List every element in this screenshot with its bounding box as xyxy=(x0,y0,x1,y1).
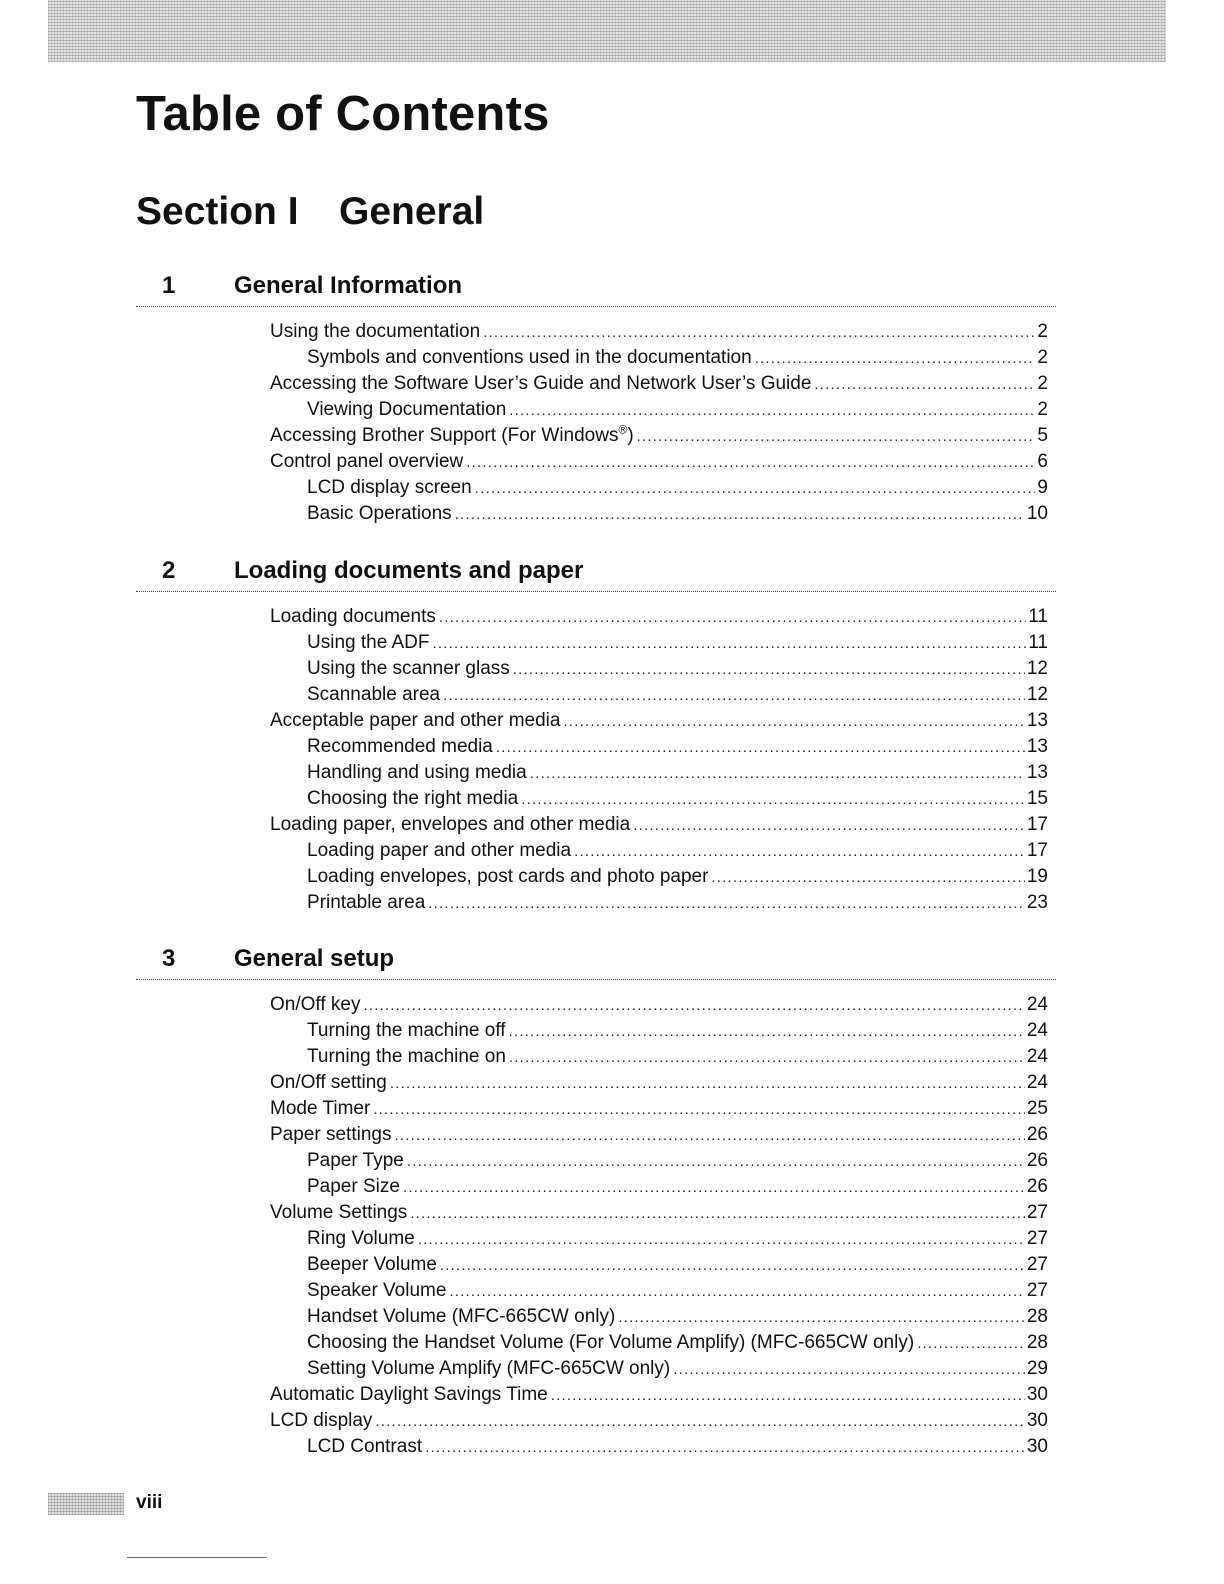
dot-leader xyxy=(637,424,1036,450)
toc-page-number: 27 xyxy=(1026,1202,1048,1223)
toc-entry-text: LCD Contrast xyxy=(307,1436,423,1457)
toc-subentry[interactable] xyxy=(307,1356,1048,1382)
toc-entry-title xyxy=(307,1278,449,1304)
toc-entry-text: Printable area xyxy=(307,892,426,913)
toc-subentry[interactable] xyxy=(307,760,1048,786)
toc-entry-text: Using the ADF xyxy=(307,632,430,653)
toc-page-number: 13 xyxy=(1026,736,1048,757)
dot-leader xyxy=(428,891,1025,917)
toc-subentry[interactable] xyxy=(307,890,1048,916)
dot-leader xyxy=(673,1357,1025,1383)
dot-leader xyxy=(440,1253,1025,1279)
dot-leader xyxy=(917,1331,1025,1357)
toc-entry-title xyxy=(270,319,483,345)
toc-entry-title xyxy=(307,501,455,527)
toc-entry-title xyxy=(270,1070,390,1096)
toc-page-number: 24 xyxy=(1026,1046,1048,1067)
toc-page-number: 2 xyxy=(1037,373,1048,394)
toc-entry-text: Choosing the Handset Volume (For Volume Amplify) (MFC-665CW only) xyxy=(307,1332,915,1353)
toc-entry-title xyxy=(270,1096,373,1122)
dot-leader xyxy=(755,346,1036,372)
toc-entry-title xyxy=(270,992,363,1018)
toc-entry-text: LCD display screen xyxy=(307,477,472,498)
toc-page-number: 25 xyxy=(1026,1098,1048,1119)
toc-entry[interactable] xyxy=(270,423,1048,449)
toc-entry[interactable] xyxy=(270,1096,1048,1122)
toc-page-number: 30 xyxy=(1026,1384,1048,1405)
toc-entry-text: Automatic Daylight Savings Time xyxy=(270,1384,548,1405)
toc-subentry[interactable] xyxy=(307,630,1048,656)
toc-entry-title xyxy=(307,656,513,682)
toc-page-number: 13 xyxy=(1026,710,1048,731)
toc-entry-list xyxy=(0,319,1224,527)
toc-entry-title xyxy=(307,1018,509,1044)
dot-leader xyxy=(633,813,1025,839)
toc-page-number: 29 xyxy=(1026,1358,1048,1379)
toc-entry-text: Recommended media xyxy=(307,736,493,757)
section-name: General xyxy=(339,190,485,233)
toc-entry-text: Paper Size xyxy=(307,1176,400,1197)
toc-entry-title xyxy=(307,1304,618,1330)
toc-page-number: 11 xyxy=(1028,606,1048,627)
toc-entry[interactable] xyxy=(270,1382,1048,1408)
toc-entry-title xyxy=(270,604,439,630)
dot-leader xyxy=(455,502,1025,528)
toc-entry-title xyxy=(270,423,637,449)
toc-entry[interactable] xyxy=(270,1070,1048,1096)
toc-entry-text: Handset Volume (MFC-665CW only) xyxy=(307,1306,616,1327)
toc-entry-title xyxy=(307,630,433,656)
toc-entry-text: Setting Volume Amplify (MFC-665CW only) xyxy=(307,1358,671,1379)
dot-leader xyxy=(373,1097,1025,1123)
toc-entry-title xyxy=(270,1122,394,1148)
dot-leader xyxy=(475,476,1036,502)
toc-subentry[interactable] xyxy=(307,1226,1048,1252)
section-label: Section I xyxy=(136,190,299,233)
toc-entry-title xyxy=(270,1200,410,1226)
dot-leader xyxy=(483,320,1035,346)
toc-page-number: 9 xyxy=(1037,477,1048,498)
dot-leader xyxy=(530,761,1025,787)
toc-entry-text: Ring Volume xyxy=(307,1228,415,1249)
dot-leader xyxy=(390,1071,1025,1097)
toc-entry[interactable] xyxy=(270,708,1048,734)
page-number: viii xyxy=(136,1492,163,1513)
toc-entry[interactable] xyxy=(270,1122,1048,1148)
toc-page-number: 23 xyxy=(1026,892,1048,913)
toc-entry-text: Turning the machine off xyxy=(307,1020,506,1041)
dot-leader xyxy=(439,605,1026,631)
toc-entry-title xyxy=(307,838,574,864)
toc-entry-text: Using the documentation xyxy=(270,321,481,342)
toc-entry-title xyxy=(307,760,530,786)
toc-entry[interactable] xyxy=(270,449,1048,475)
toc-subentry[interactable] xyxy=(307,786,1048,812)
toc-entry-text: Using the scanner glass xyxy=(307,658,510,679)
dot-leader xyxy=(563,709,1024,735)
toc-page-number: 27 xyxy=(1026,1254,1048,1275)
chapter-number: 2 xyxy=(162,557,176,584)
dot-leader xyxy=(407,1149,1025,1175)
toc-entry-title xyxy=(307,345,755,371)
toc-entry-title xyxy=(307,1148,407,1174)
toc-entry-title xyxy=(270,1408,375,1434)
toc-page-number: 2 xyxy=(1037,321,1048,342)
toc-entry-text: Turning the machine on xyxy=(307,1046,506,1067)
toc-page-number: 17 xyxy=(1026,840,1048,861)
dot-leader xyxy=(418,1227,1025,1253)
toc-subentry[interactable] xyxy=(307,656,1048,682)
toc-entry-title xyxy=(307,1044,509,1070)
toc-subentry[interactable] xyxy=(307,734,1048,760)
dot-leader xyxy=(375,1409,1024,1435)
toc-entry-title xyxy=(307,786,521,812)
dot-leader xyxy=(433,631,1027,657)
toc-entry-title xyxy=(307,864,711,890)
dot-leader xyxy=(521,787,1025,813)
toc-entry[interactable] xyxy=(270,1408,1048,1434)
toc-page-number: 24 xyxy=(1026,994,1048,1015)
toc-entry[interactable] xyxy=(270,1200,1048,1226)
toc-subentry[interactable] xyxy=(307,864,1048,890)
toc-page-number: 28 xyxy=(1026,1306,1048,1327)
toc-entry-text: Mode Timer xyxy=(270,1098,371,1119)
toc-page-number: 15 xyxy=(1026,788,1048,809)
toc-entry[interactable] xyxy=(270,992,1048,1018)
toc-page-number: 24 xyxy=(1026,1020,1048,1041)
toc-entry[interactable] xyxy=(270,371,1048,397)
toc-page-number: 27 xyxy=(1026,1280,1048,1301)
chapter-block xyxy=(0,945,1224,1460)
toc-subentry[interactable] xyxy=(307,682,1048,708)
toc-entry-text: Viewing Documentation xyxy=(307,399,507,420)
dot-leader xyxy=(449,1279,1024,1305)
chapter-title: Loading documents and paper xyxy=(234,557,584,584)
toc-page-number: 12 xyxy=(1026,684,1048,705)
toc-entry-title xyxy=(307,1330,917,1356)
toc-page-number: 26 xyxy=(1026,1150,1048,1171)
dot-leader xyxy=(618,1305,1025,1331)
dot-leader xyxy=(711,865,1024,891)
toc-entry-title xyxy=(307,1226,418,1252)
toc-entry-text: Loading documents xyxy=(270,606,436,627)
toc-subentry[interactable] xyxy=(307,345,1048,371)
toc-page-number: 26 xyxy=(1026,1176,1048,1197)
chapter-block xyxy=(0,557,1224,916)
chapter-block xyxy=(0,272,1224,527)
dot-leader xyxy=(363,993,1024,1019)
toc-subentry[interactable] xyxy=(307,475,1048,501)
toc-page-number: 2 xyxy=(1037,399,1048,420)
dot-leader xyxy=(403,1175,1025,1201)
toc-entry-text: Paper settings xyxy=(270,1124,392,1145)
toc-subentry[interactable] xyxy=(307,1252,1048,1278)
bottom-rule xyxy=(127,1557,267,1558)
toc-subentry[interactable] xyxy=(307,397,1048,423)
toc-entry-text: Symbols and conventions used in the documentation xyxy=(307,347,752,368)
toc-entry-title xyxy=(270,1382,551,1408)
toc-entry-text: Beeper Volume xyxy=(307,1254,437,1275)
toc-page-number: 24 xyxy=(1026,1072,1048,1093)
toc-subentry[interactable] xyxy=(307,1278,1048,1304)
toc-entry-list xyxy=(0,992,1224,1460)
toc-page-number: 27 xyxy=(1026,1228,1048,1249)
dot-leader xyxy=(443,683,1025,709)
chapter-title: General setup xyxy=(234,945,395,972)
dot-leader xyxy=(509,398,1035,424)
header-pattern-band xyxy=(48,0,1166,62)
dot-leader xyxy=(410,1201,1025,1227)
toc-page-number: 19 xyxy=(1026,866,1048,887)
toc-entry-text: Loading paper, envelopes and other media xyxy=(270,814,631,835)
dot-leader xyxy=(551,1383,1025,1409)
toc-subentry[interactable] xyxy=(307,1304,1048,1330)
toc-entry-text: Acceptable paper and other media xyxy=(270,710,561,731)
toc-page-number: 11 xyxy=(1028,632,1048,653)
toc-entry-text: Accessing Brother Support (For Windows xyxy=(270,425,619,446)
dot-leader xyxy=(509,1045,1025,1071)
dot-leader xyxy=(513,657,1025,683)
toc-entry-title xyxy=(270,449,466,475)
toc-entry-text: Paper Type xyxy=(307,1150,404,1171)
footer-pattern-band xyxy=(48,1493,124,1515)
toc-entry[interactable] xyxy=(270,812,1048,838)
toc-page-number: 5 xyxy=(1037,425,1048,446)
toc-subentry[interactable] xyxy=(307,1044,1048,1070)
toc-entry[interactable] xyxy=(270,604,1048,630)
toc-entry-title xyxy=(270,812,633,838)
toc-page-number: 26 xyxy=(1026,1124,1048,1145)
chapter-heading xyxy=(136,272,1056,307)
toc-entry[interactable] xyxy=(270,319,1048,345)
toc-entry-suffix: ) xyxy=(627,425,634,446)
toc-subentry[interactable] xyxy=(307,501,1048,527)
toc-subentry[interactable] xyxy=(307,1330,1048,1356)
toc-entry-title xyxy=(307,1434,425,1460)
toc-entry-text: Handling and using media xyxy=(307,762,527,783)
toc-entry-text: On/Off key xyxy=(270,994,361,1015)
toc-entry-text: On/Off setting xyxy=(270,1072,387,1093)
toc-page-number: 17 xyxy=(1026,814,1048,835)
toc-page-number: 6 xyxy=(1037,451,1048,472)
toc-entry-text: Accessing the Software User’s Guide and Network User’s Guide xyxy=(270,373,812,394)
toc-entry-title xyxy=(270,371,814,397)
toc-subentry[interactable] xyxy=(307,1148,1048,1174)
toc-page-number: 10 xyxy=(1026,503,1048,524)
toc-entry-title xyxy=(307,475,475,501)
dot-leader xyxy=(425,1435,1025,1461)
toc-subentry[interactable] xyxy=(307,1174,1048,1200)
toc-page-number: 28 xyxy=(1026,1332,1048,1353)
toc-subentry[interactable] xyxy=(307,838,1048,864)
chapter-number: 3 xyxy=(162,945,176,972)
toc-entry-title xyxy=(307,1252,440,1278)
toc-page-number: 12 xyxy=(1026,658,1048,679)
toc-entry-text: Basic Operations xyxy=(307,503,452,524)
toc-entry-title xyxy=(307,682,443,708)
toc-page-number: 30 xyxy=(1026,1436,1048,1457)
toc-entry-text: Speaker Volume xyxy=(307,1280,447,1301)
toc-entry-title xyxy=(307,397,509,423)
dot-leader xyxy=(466,450,1035,476)
toc-entry-text: Loading paper and other media xyxy=(307,840,572,861)
toc-entry-title xyxy=(307,890,428,916)
toc-subentry[interactable] xyxy=(307,1018,1048,1044)
section-heading xyxy=(136,190,484,234)
dot-leader xyxy=(509,1019,1025,1045)
toc-subentry[interactable] xyxy=(307,1434,1048,1460)
toc-entry-title xyxy=(307,1356,673,1382)
toc-entry-title xyxy=(307,1174,403,1200)
toc-entry-text: Scannable area xyxy=(307,684,441,705)
registered-mark: ® xyxy=(618,422,628,437)
toc-page-number: 13 xyxy=(1026,762,1048,783)
dot-leader xyxy=(574,839,1025,865)
page-title: Table of Contents xyxy=(136,87,550,141)
chapter-heading xyxy=(136,945,1056,980)
chapter-heading xyxy=(136,557,1056,592)
toc-page-number: 30 xyxy=(1026,1410,1048,1431)
dot-leader xyxy=(394,1123,1024,1149)
dot-leader xyxy=(496,735,1025,761)
toc-entry-list xyxy=(0,604,1224,916)
chapter-title: General Information xyxy=(234,272,463,299)
toc-entry-text: Choosing the right media xyxy=(307,788,519,809)
dot-leader xyxy=(814,372,1035,398)
chapter-number: 1 xyxy=(162,272,176,299)
toc-entry-title xyxy=(270,708,563,734)
toc-entry-text: LCD display xyxy=(270,1410,373,1431)
toc-entry-text: Control panel overview xyxy=(270,451,464,472)
toc-page-number: 2 xyxy=(1037,347,1048,368)
toc-entry-title xyxy=(307,734,496,760)
toc-entry-text: Volume Settings xyxy=(270,1202,408,1223)
toc-entry-text: Loading envelopes, post cards and photo paper xyxy=(307,866,709,887)
